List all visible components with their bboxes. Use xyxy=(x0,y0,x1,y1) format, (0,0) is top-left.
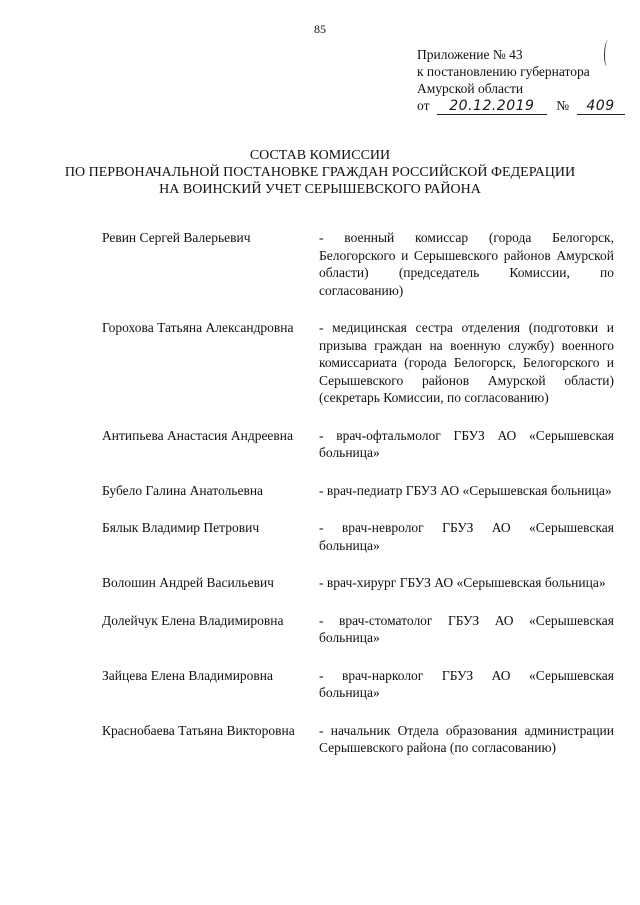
member-name: Зайцева Елена Владимировна xyxy=(102,667,274,683)
handwritten-number: 409 xyxy=(586,98,615,114)
from-label: от xyxy=(417,98,430,113)
member-name: Горохова Татьяна Александровна xyxy=(102,320,294,335)
title-line: НА ВОИНСКИЙ УЧЕТ СЕРЫШЕВСКОГО РАЙОНА xyxy=(159,182,481,197)
member-role: - начальник Отдела образования администрации Серышевского района (по согласованию) xyxy=(319,722,614,755)
appendix-reference xyxy=(417,97,627,115)
member-name: Долейчук Елена Владимировна xyxy=(102,612,284,628)
date-line xyxy=(437,98,547,115)
number-line xyxy=(577,98,625,115)
commission-roster xyxy=(102,229,614,777)
member-role: - врач-нарколог ГБУЗ АО «Серышевская больница» xyxy=(319,667,614,700)
appendix-region: Амурской области xyxy=(417,81,524,96)
member-role: - врач-педиатр ГБУЗ АО «Серышевская больница» xyxy=(319,482,612,498)
member-row xyxy=(102,667,614,702)
title-line: СОСТАВ КОМИССИИ xyxy=(249,148,391,163)
member-row xyxy=(102,482,614,500)
member-name: Волошин Андрей Васильевич xyxy=(102,575,274,590)
member-role: - военный комиссар (города Белогорск, Белогорского и Серышевского районов Амурской области) (председатель Комиссии, по согласованию) xyxy=(319,230,614,298)
member-role: - врач-стоматолог ГБУЗ АО «Серышевская больница» xyxy=(319,612,614,645)
appendix-header xyxy=(417,46,627,115)
appendix-decree: к постановлению губернатора xyxy=(417,64,590,79)
member-name: Краснобаева Татьяна Викторовна xyxy=(102,722,295,738)
handwritten-date: 20.12.2019 xyxy=(449,98,535,114)
member-row xyxy=(102,722,614,757)
member-name: Ревин Сергей Валерьевич xyxy=(102,230,251,245)
member-name: Бубело Галина Анатольевна xyxy=(102,482,264,498)
title-line: ПО ПЕРВОНАЧАЛЬНОЙ ПОСТАНОВКЕ ГРАЖДАН РОССИЙСКОЙ ФЕДЕРАЦИИ xyxy=(64,165,576,180)
member-role: - врач-невролог ГБУЗ АО «Серышевская больница» xyxy=(319,520,614,553)
appendix-number: Приложение № 43 xyxy=(417,47,523,62)
pen-mark xyxy=(604,40,611,66)
member-name: Бялык Владимир Петрович xyxy=(102,520,260,535)
member-name: Антипьева Анастасия Андреевна xyxy=(102,427,294,443)
member-row xyxy=(102,612,614,647)
member-role: - врач-офтальмолог ГБУЗ АО «Серышевская больница» xyxy=(319,427,614,460)
member-role: - врач-хирург ГБУЗ АО «Серышевская больница» xyxy=(319,575,606,590)
member-role: - медицинская сестра отделения (подготовки и призыва граждан на военную службу) военного комиссариата (города Белогорск, Белогорского и Серышевского районов Амурской области) (секретарь Комиссии, по согласованию) xyxy=(319,320,614,405)
document-title xyxy=(0,147,640,198)
member-row xyxy=(102,519,614,554)
member-row xyxy=(102,229,614,299)
page-number: 85 xyxy=(314,22,326,36)
member-row xyxy=(102,574,614,592)
member-row xyxy=(102,427,614,462)
member-row xyxy=(102,319,614,407)
number-label: № xyxy=(556,98,570,113)
